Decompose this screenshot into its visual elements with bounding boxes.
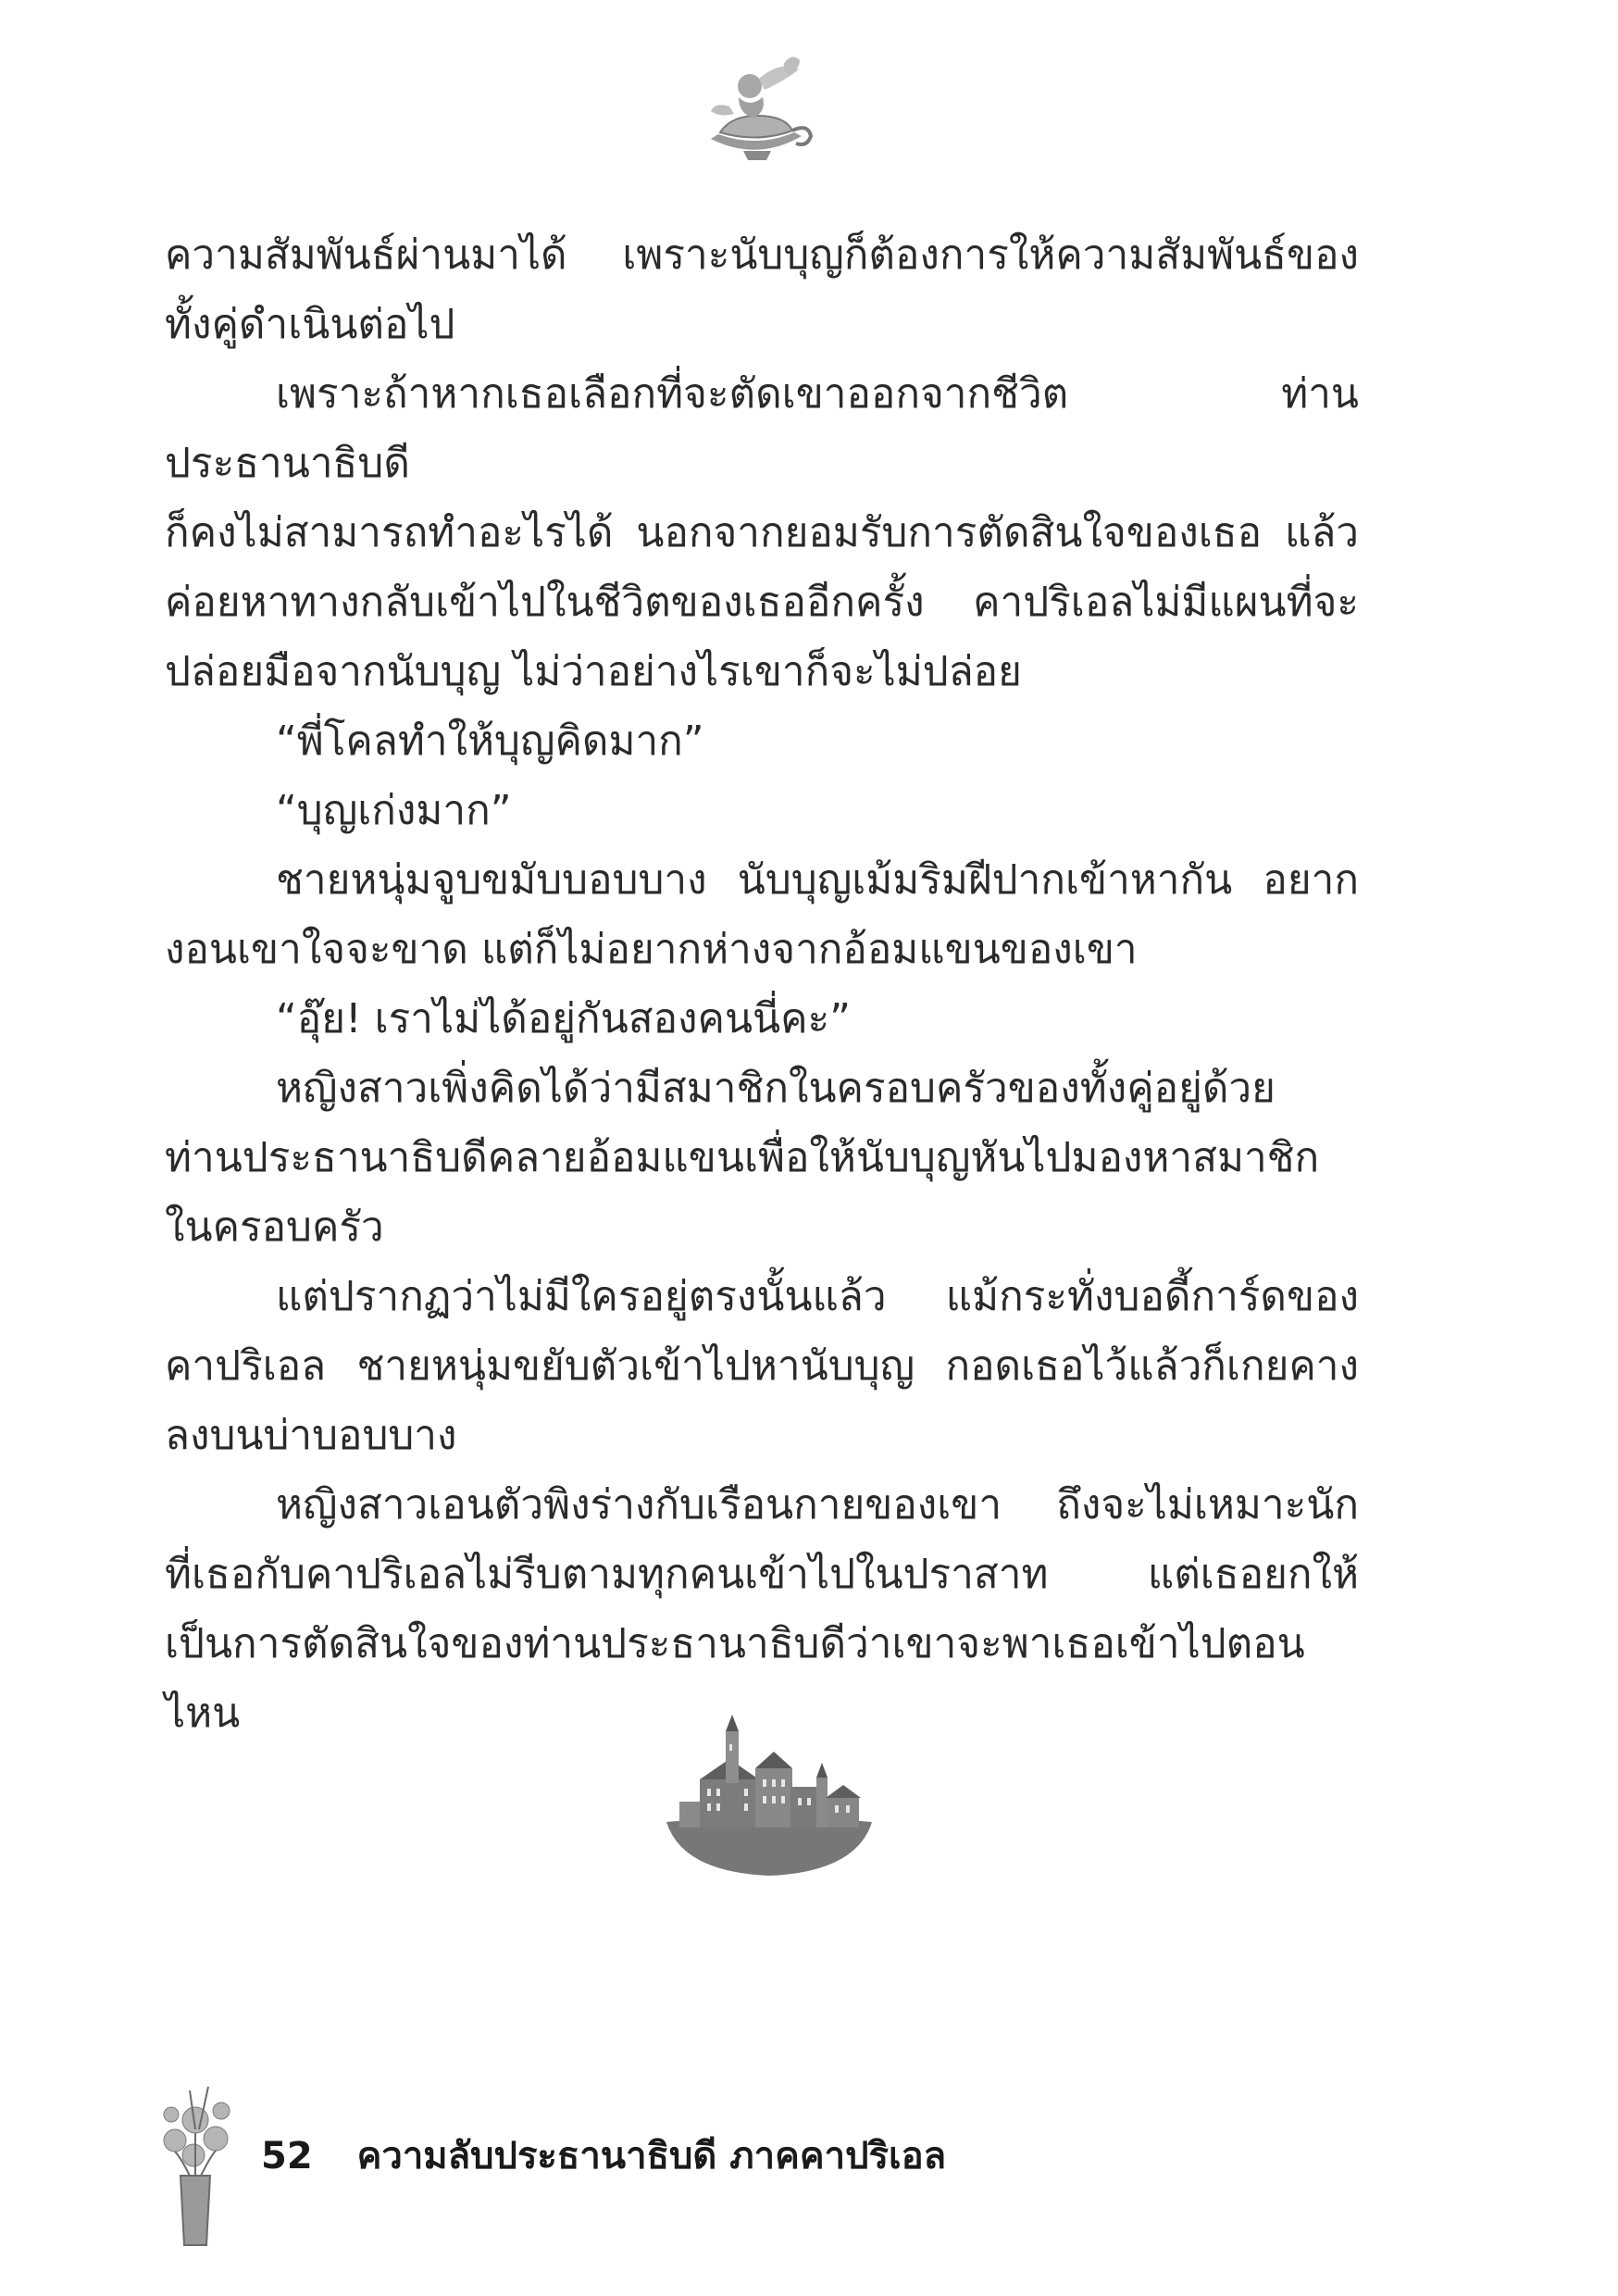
paragraph — [165, 1262, 1359, 1470]
paragraph — [165, 984, 1359, 1054]
text-line: แต่ปรากฏว่าไม่มีใครอยู่ตรงนั้นแล้ว แม้กระทั่งบอดี้การ์ดของ — [276, 1273, 1359, 1320]
paragraph — [165, 776, 1359, 845]
paragraph — [165, 220, 1359, 359]
text-line: ก็คงไม่สามารถทำอะไรได้ นอกจากยอมรับการตัดสินใจของเธอ แล้ว — [165, 509, 1359, 556]
text-line: ในครอบครัว — [165, 1204, 384, 1251]
paragraph — [165, 845, 1359, 984]
paragraph — [165, 706, 1359, 776]
text-line: ลงบนบ่าบอบบาง — [165, 1412, 457, 1459]
text-line: หญิงสาวเพิ่งคิดได้ว่ามีสมาชิกในครอบครัวของทั้งคู่อยู่ด้วย — [276, 1065, 1276, 1112]
page-footer — [261, 2126, 946, 2185]
flower-vase-icon — [153, 2083, 241, 2250]
text-line: ค่อยหาทางกลับเข้าไปในชีวิตของเธออีกครั้ง คาปริเอลไม่มีแผนที่จะ — [165, 579, 1359, 626]
paragraph — [165, 1054, 1359, 1262]
text-line: ปล่อยมือจากนับบุญ ไม่ว่าอย่างไรเขาก็จะไม่ปล่อย — [165, 648, 1022, 695]
text-line: ที่เธอกับคาปริเอลไม่รีบตามทุกคนเข้าไปในปราสาท แต่เธอยกให้ — [165, 1551, 1359, 1598]
text-line: ท่านประธานาธิบดีคลายอ้อมแขนเพื่อให้นับบุญหันไปมองหาสมาชิก — [165, 1134, 1320, 1181]
paragraph — [165, 359, 1359, 706]
body-text — [165, 220, 1359, 1748]
book-title: ความลับประธานาธิบดี ภาคคาปริเอล — [356, 2135, 947, 2177]
text-line: งอนเขาใจจะขาด แต่ก็ไม่อยากห่างจากอ้อมแขนของเขา — [165, 926, 1138, 973]
text-line: “บุญเก่งมาก” — [276, 787, 512, 834]
text-line: ชายหนุ่มจูบขมับบอบบาง นับบุญเม้มริมฝีปากเข้าหากัน อยาก — [276, 856, 1359, 904]
cherub-lamp-ornament-icon — [692, 51, 822, 171]
text-line: เป็นการตัดสินใจของท่านประธานาธิบดีว่าเขาจะพาเธอเข้าไปตอนไหน — [165, 1620, 1305, 1737]
text-line: คาปริเอล ชายหนุ่มขยับตัวเข้าไปหานับบุญ กอดเธอไว้แล้วก็เกยคาง — [165, 1342, 1359, 1390]
text-line: หญิงสาวเอนตัวพิงร่างกับเรือนกายของเขา ถึงจะไม่เหมาะนัก — [276, 1481, 1359, 1529]
text-line: เพราะถ้าหากเธอเลือกที่จะตัดเขาออกจากชีวิต ท่านประธานาธิบดี — [165, 370, 1359, 487]
castle-vignette-icon — [666, 1713, 872, 1878]
page-number: 52 — [261, 2135, 313, 2177]
text-line: “พี่โคลทำให้บุญคิดมาก” — [276, 718, 704, 765]
paragraph — [165, 1470, 1359, 1748]
text-line: “อุ๊ย! เราไม่ได้อยู่กันสองคนนี่คะ” — [276, 995, 851, 1042]
text-line: ความสัมพันธ์ผ่านมาได้ เพราะนับบุญก็ต้องการให้ความสัมพันธ์ของ — [165, 231, 1359, 279]
text-line: ทั้งคู่ดำเนินต่อไป — [165, 301, 455, 348]
